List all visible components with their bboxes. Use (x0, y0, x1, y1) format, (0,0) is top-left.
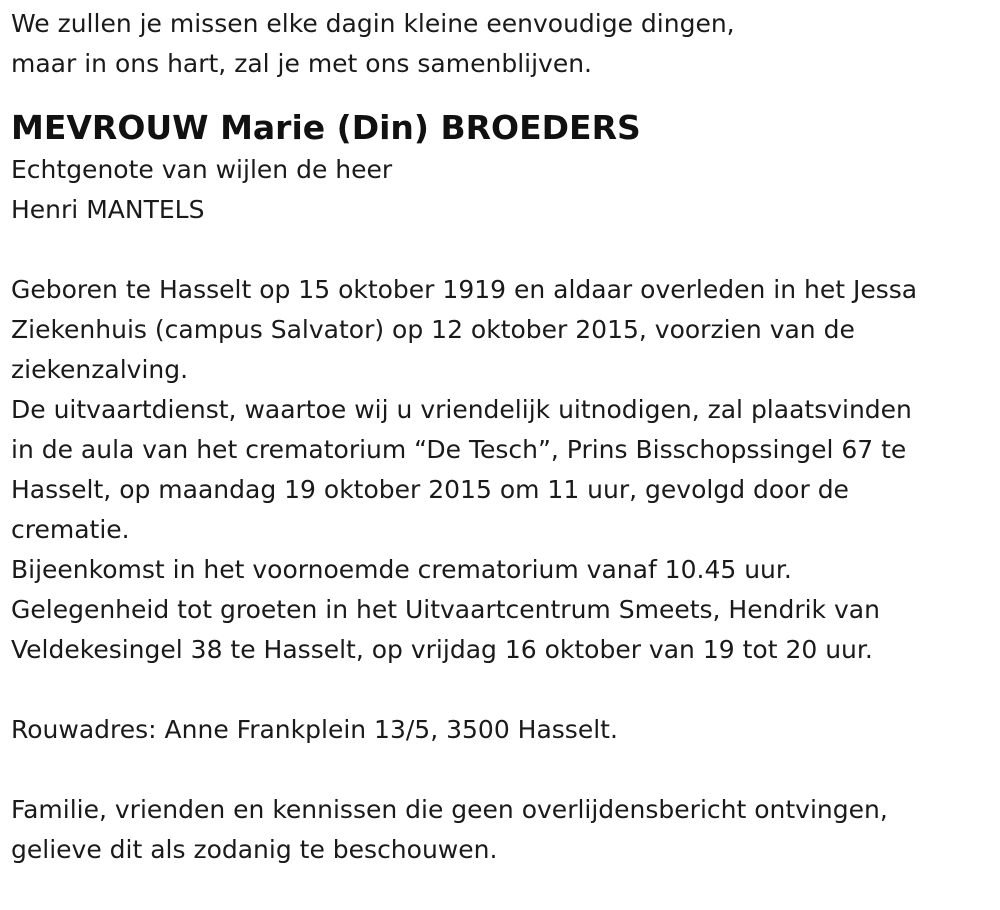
body-line: ziekenzalving. (11, 355, 189, 384)
notice-body (11, 270, 991, 670)
spacer (11, 670, 991, 710)
spouse-line: Echtgenote van wijlen de heer (11, 155, 393, 184)
body-line: Hasselt, op maandag 19 oktober 2015 om 11 uur, gevolgd door de (11, 475, 849, 504)
body-line: in de aula van het crematorium “De Tesch”, Prins Bisschopssingel 67 te (11, 435, 907, 464)
body-line: Gelegenheid tot groeten in het Uitvaartcentrum Smeets, Hendrik van (11, 595, 880, 624)
motto (11, 4, 991, 84)
obituary-notice (11, 4, 991, 870)
body-line: Ziekenhuis (campus Salvator) op 12 oktober 2015, voorzien van de (11, 315, 855, 344)
mourning-address: Rouwadres: Anne Frankplein 13/5, 3500 Hasselt. (11, 715, 618, 744)
body-line: Geboren te Hasselt op 15 oktober 1919 en aldaar overleden in het Jessa (11, 275, 918, 304)
closing-line: gelieve dit als zodanig te beschouwen. (11, 835, 498, 864)
body-line: Bijeenkomst in het voornoemde crematorium vanaf 10.45 uur. (11, 555, 792, 584)
body-line: De uitvaartdienst, waartoe wij u vriendelijk uitnodigen, zal plaatsvinden (11, 395, 912, 424)
closing-note (11, 790, 991, 870)
motto-line: We zullen je missen elke dagin kleine eenvoudige dingen, (11, 9, 735, 38)
spacer (11, 750, 991, 790)
deceased-name: MEVROUW Marie (Din) BROEDERS (11, 108, 641, 147)
spouse-info (11, 150, 991, 230)
motto-line: maar in ons hart, zal je met ons samenblijven. (11, 49, 593, 78)
closing-line: Familie, vrienden en kennissen die geen overlijdensbericht ontvingen, (11, 795, 888, 824)
spacer (11, 230, 991, 270)
spacer (11, 84, 991, 106)
body-line: crematie. (11, 515, 130, 544)
body-line: Veldekesingel 38 te Hasselt, op vrijdag 16 oktober van 19 tot 20 uur. (11, 635, 873, 664)
spouse-line: Henri MANTELS (11, 195, 205, 224)
